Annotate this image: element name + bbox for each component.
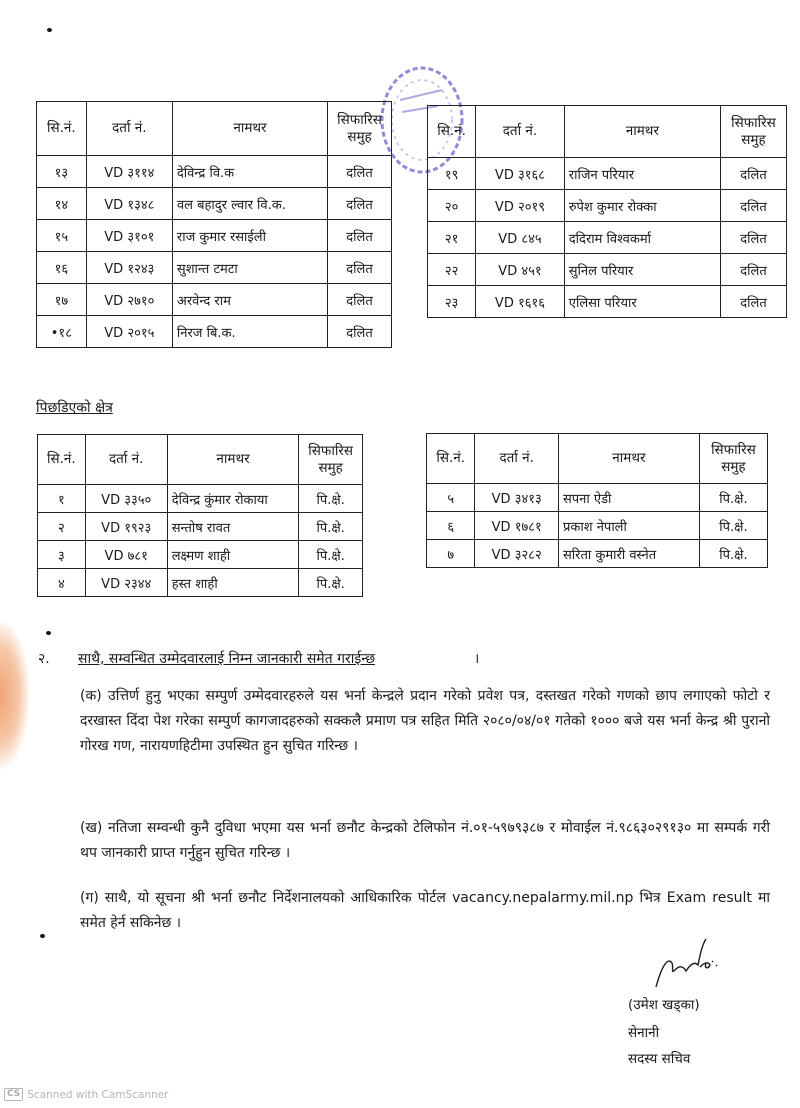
cell-name: लक्ष्मण शाही bbox=[167, 541, 299, 569]
table-row bbox=[428, 254, 787, 286]
col-reg-header: दर्ता नं. bbox=[475, 434, 559, 484]
point-heading: साथै, सम्वन्धित उम्मेदवारलाई निम्न जानकारी समेत गराईन्छ bbox=[78, 651, 376, 667]
header-line-1: सिफारिस bbox=[308, 442, 353, 459]
cell-reg: VD ३४१३ bbox=[475, 484, 559, 512]
cell-group: दलित bbox=[328, 252, 392, 284]
cell-sn: ७ bbox=[427, 540, 475, 568]
cell-sn: १ bbox=[38, 485, 86, 513]
clause-ga: (ग) साथै, यो सूचना श्री भर्ना छनौट निर्देशनालयको आधिकारिक पोर्टल vacancy.nepalarmy.mil.np भित्र Exam result मा समेत हेर्न सकिनेछ । bbox=[80, 890, 770, 931]
scan-speck bbox=[46, 631, 51, 635]
cell-group: दलित bbox=[720, 158, 786, 190]
cell-reg: VD १३४८ bbox=[86, 188, 172, 220]
col-reg-header: दर्ता नं. bbox=[476, 106, 565, 158]
header-line-2: समुह bbox=[347, 128, 372, 145]
finger-shadow bbox=[0, 620, 30, 770]
cell-name: सुनिल परियार bbox=[564, 254, 720, 286]
cell-name: सन्तोष रावत bbox=[167, 513, 299, 541]
cell-group: पि.क्षे. bbox=[299, 513, 363, 541]
table-row bbox=[37, 220, 392, 252]
col-sn-header: सि.नं. bbox=[427, 434, 475, 484]
signatory-rank: सेनानी bbox=[628, 1025, 660, 1041]
table-row bbox=[428, 158, 787, 190]
cell-reg: VD ३१०१ bbox=[86, 220, 172, 252]
cell-reg: VD ३३५० bbox=[85, 485, 167, 513]
cell-group: दलित bbox=[328, 220, 392, 252]
cell-group: पि.क्षे. bbox=[699, 540, 767, 568]
cell-sn: २१ bbox=[428, 222, 476, 254]
cell-group: दलित bbox=[720, 286, 786, 318]
table-row bbox=[427, 484, 768, 512]
cell-group: दलित bbox=[720, 222, 786, 254]
table-row bbox=[37, 284, 392, 316]
cell-group: पि.क्षे. bbox=[699, 512, 767, 540]
cell-reg: VD १२४३ bbox=[86, 252, 172, 284]
table-row bbox=[38, 513, 363, 541]
col-sn-header: सि.नं. bbox=[37, 102, 87, 156]
scan-speck bbox=[47, 28, 52, 32]
point-heading-end: । bbox=[474, 651, 480, 667]
table-row bbox=[428, 190, 787, 222]
header-line-2: समुह bbox=[741, 131, 766, 148]
camscanner-logo-icon: CS bbox=[4, 1088, 23, 1101]
header-line-2: समुह bbox=[318, 459, 343, 476]
col-group-header bbox=[328, 102, 392, 156]
col-group-header bbox=[720, 106, 786, 158]
cell-group: दलित bbox=[720, 190, 786, 222]
cell-name: एलिसा परियार bbox=[564, 286, 720, 318]
backward-table-right bbox=[426, 433, 768, 568]
cell-sn: २३ bbox=[428, 286, 476, 318]
handwritten-signature bbox=[650, 935, 735, 995]
cell-reg: VD ३२८२ bbox=[475, 540, 559, 568]
cell-sn: १७ bbox=[37, 284, 87, 316]
scan-speck bbox=[40, 934, 45, 938]
table-row bbox=[37, 188, 392, 220]
cell-name: ददिराम विश्वकर्मा bbox=[564, 222, 720, 254]
col-name-header: नामथर bbox=[167, 435, 299, 485]
cell-group: दलित bbox=[328, 284, 392, 316]
cell-group: पि.क्षे. bbox=[299, 485, 363, 513]
col-reg-header: दर्ता नं. bbox=[85, 435, 167, 485]
clause-ka: (क) उत्तिर्ण हुनु भएका सम्पुर्ण उम्मेदवारहरुले यस भर्ना केन्द्रले प्रदान गरेको प्रवेश पत्र, दस्तखत गरेको गणको छाप लगाएको फोटो र दरखास्त दिंदा पेश गरेका सम्पुर्ण कागजादहरुको सक्कलै प्रमाण पत्र सहित मिति २०८०/०४/०१ गतेको १००० बजे यस भर्ना केन्द्र श्री पुरानो गोरख गण, नारायणहिटीमा उपस्थित हुन सुचित गरिन्छ । bbox=[80, 688, 770, 754]
point-number: २. bbox=[38, 651, 50, 667]
header-line-1: सिफारिस bbox=[337, 111, 382, 128]
cell-sn: २० bbox=[428, 190, 476, 222]
header-line-2: समुह bbox=[721, 458, 746, 475]
cell-group: पि.क्षे. bbox=[299, 541, 363, 569]
cell-sn: ३ bbox=[38, 541, 86, 569]
cell-sn: १६ bbox=[37, 252, 87, 284]
table-row bbox=[37, 156, 392, 188]
cell-reg: VD २०१९ bbox=[476, 190, 565, 222]
cell-name: प्रकाश नेपाली bbox=[559, 512, 700, 540]
cell-reg: VD २३४४ bbox=[85, 569, 167, 597]
cell-reg: VD २०१५ bbox=[86, 316, 172, 348]
cell-name: राज कुमार रसाईली bbox=[172, 220, 327, 252]
cell-reg: VD १७८१ bbox=[475, 512, 559, 540]
camscanner-watermark bbox=[4, 1088, 168, 1101]
cell-group: दलित bbox=[328, 188, 392, 220]
cell-sn: २२ bbox=[428, 254, 476, 286]
cell-name: राजिन परियार bbox=[564, 158, 720, 190]
cell-reg: VD २७१० bbox=[86, 284, 172, 316]
col-name-header: नामथर bbox=[559, 434, 700, 484]
cell-reg: VD ३१६८ bbox=[476, 158, 565, 190]
cell-reg: VD १९२३ bbox=[85, 513, 167, 541]
cell-sn: १५ bbox=[37, 220, 87, 252]
signatory-name: (उमेश खड्का) bbox=[628, 997, 700, 1013]
cell-name: वल बहादुर ल्वार वि.क. bbox=[172, 188, 327, 220]
section-title-backward-region: पिछडिएको क्षेत्र bbox=[36, 400, 113, 416]
col-reg-header: दर्ता नं. bbox=[86, 102, 172, 156]
cell-name: अरवेन्द राम bbox=[172, 284, 327, 316]
clause-kha: (ख) नतिजा सम्वन्धी कुनै दुविधा भएमा यस भर्ना छनौट केन्द्रको टेलिफोन नं.०१-५९७९३८७ र मोवाईल नं.९८६३०२९१३० मा सम्पर्क गरी थप जानकारी प्राप्त गर्नुहुन सुचित गरिन्छ । bbox=[80, 820, 770, 861]
camscanner-text: Scanned with CamScanner bbox=[27, 1088, 169, 1101]
cell-name: देविन्द्र वि.क bbox=[172, 156, 327, 188]
cell-group: दलित bbox=[328, 156, 392, 188]
table-row bbox=[427, 512, 768, 540]
cell-name: निरज बि.क. bbox=[172, 316, 327, 348]
cell-name: सपना ऐडी bbox=[559, 484, 700, 512]
backward-table-left bbox=[37, 434, 363, 597]
header-line-1: सिफारिस bbox=[731, 114, 776, 131]
cell-sn: १३ bbox=[37, 156, 87, 188]
cell-sn: ४ bbox=[38, 569, 86, 597]
table-row bbox=[38, 569, 363, 597]
cell-group: दलित bbox=[328, 316, 392, 348]
dalit-table-left bbox=[36, 101, 392, 348]
table-row bbox=[38, 485, 363, 513]
cell-reg: VD ३११४ bbox=[86, 156, 172, 188]
cell-sn: १९ bbox=[428, 158, 476, 190]
table-row bbox=[37, 316, 392, 348]
cell-sn: २ bbox=[38, 513, 86, 541]
table-row bbox=[428, 286, 787, 318]
table-row bbox=[37, 252, 392, 284]
cell-group: दलित bbox=[720, 254, 786, 286]
cell-sn: ५ bbox=[427, 484, 475, 512]
cell-group: पि.क्षे. bbox=[699, 484, 767, 512]
table-row bbox=[428, 222, 787, 254]
cell-name: रुपेश कुमार रोक्का bbox=[564, 190, 720, 222]
cell-reg: VD ४५१ bbox=[476, 254, 565, 286]
col-name-header: नामथर bbox=[172, 102, 327, 156]
cell-reg: VD १६१६ bbox=[476, 286, 565, 318]
cell-sn: १४ bbox=[37, 188, 87, 220]
cell-group: पि.क्षे. bbox=[299, 569, 363, 597]
cell-sn: •१८ bbox=[37, 316, 87, 348]
table-row bbox=[427, 540, 768, 568]
cell-reg: VD ७८१ bbox=[85, 541, 167, 569]
col-group-header bbox=[699, 434, 767, 484]
dalit-table-right bbox=[427, 105, 787, 318]
col-group-header bbox=[299, 435, 363, 485]
cell-name: देविन्द्र कुंमार रोकाया bbox=[167, 485, 299, 513]
cell-name: सरिता कुमारी वस्नेत bbox=[559, 540, 700, 568]
header-line-1: सिफारिस bbox=[711, 441, 756, 458]
signatory-post: सदस्य सचिव bbox=[628, 1051, 691, 1067]
col-sn-header: सि.नं. bbox=[38, 435, 86, 485]
table-row bbox=[38, 541, 363, 569]
col-sn-header: सि.नं. bbox=[428, 106, 476, 158]
col-name-header: नामथर bbox=[564, 106, 720, 158]
cell-name: सुशान्त टमटा bbox=[172, 252, 327, 284]
cell-name: हस्त शाही bbox=[167, 569, 299, 597]
cell-reg: VD ८४५ bbox=[476, 222, 565, 254]
cell-sn: ६ bbox=[427, 512, 475, 540]
